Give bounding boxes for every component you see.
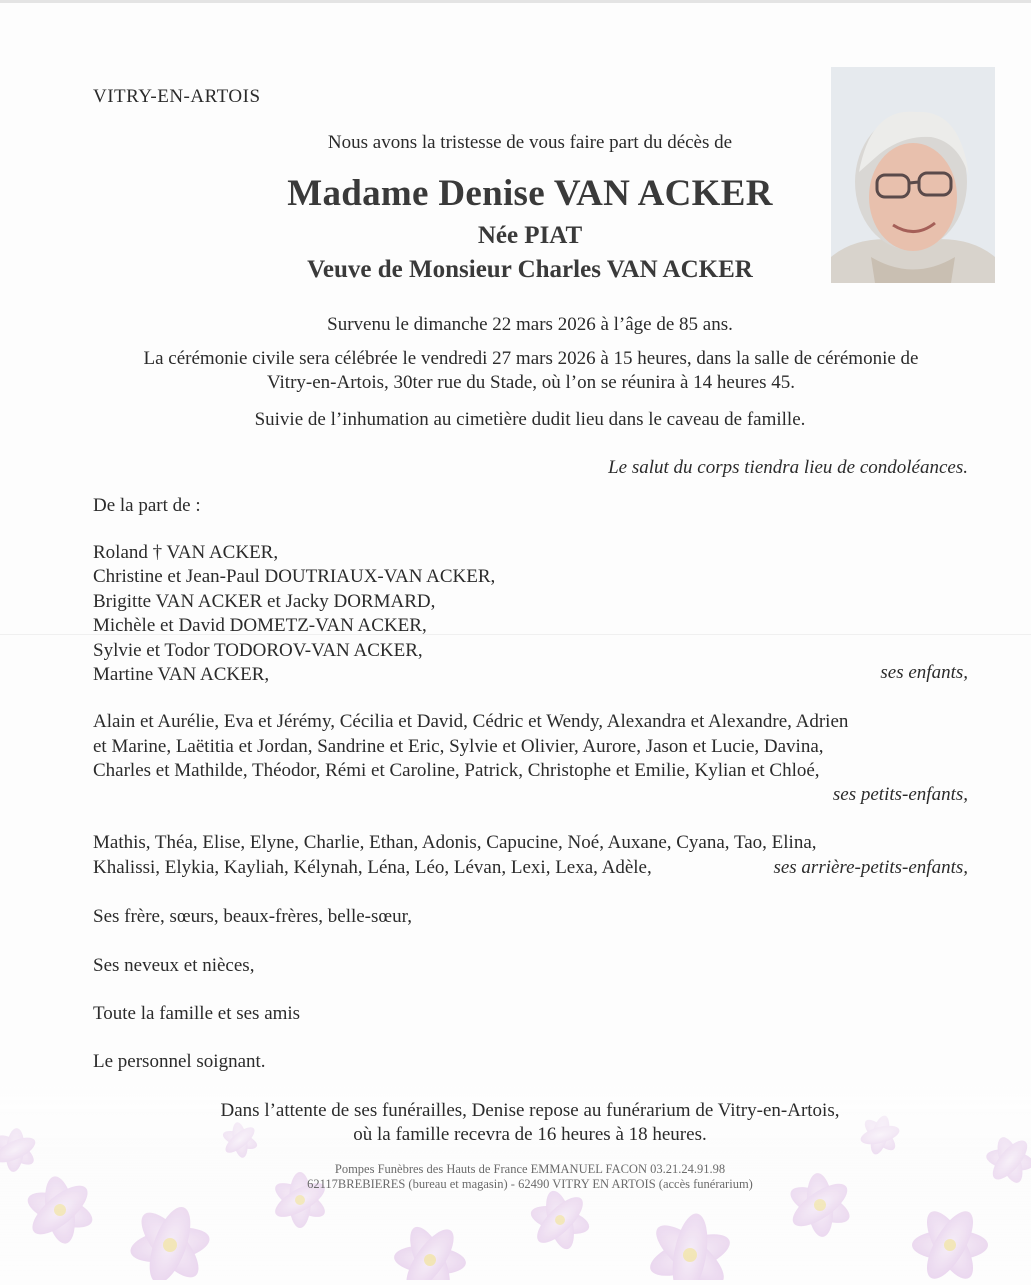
- visitation-line: où la famille recevra de 16 heures à 18 heures.: [353, 1124, 707, 1145]
- children-label: ses enfants,: [880, 662, 968, 683]
- child-entry: Roland † VAN ACKER,: [93, 542, 279, 563]
- grandchildren-line: Alain et Aurélie, Eva et Jérémy, Cécilia et David, Cédric et Wendy, Alexandra et Alexandre, Adrien: [93, 711, 849, 732]
- grandchildren-line: Charles et Mathilde, Théodor, Rémi et Caroline, Patrick, Christophe et Emilie, Kylian et Chloé,: [93, 760, 820, 781]
- from-label: De la part de :: [93, 495, 201, 516]
- scan-top-edge: [0, 0, 1031, 3]
- child-entry: Michèle et David DOMETZ-VAN ACKER,: [93, 615, 427, 637]
- visitation-line: Dans l’attente de ses funérailles, Denise repose au funérarium de Vitry-en-Artois,: [220, 1100, 840, 1121]
- child-entry: Sylvie et Todor TODOROV-VAN ACKER,: [93, 639, 423, 661]
- visitation-text: [100, 1099, 960, 1147]
- funeral-home-footer: [230, 1162, 830, 1192]
- child-entry: Christine et Jean-Paul DOUTRIAUX-VAN ACKER,: [93, 566, 496, 588]
- condolences-note: Le salut du corps tiendra lieu de condoléances.: [608, 457, 968, 478]
- intro-text: Nous avons la tristesse de vous faire part du décès de: [327, 132, 733, 153]
- footer-line: 62117BREBIERES (bureau et magasin) - 62490 VITRY EN ARTOIS (accès funérarium): [307, 1177, 753, 1191]
- great-grandchildren-line: Mathis, Théa, Elise, Elyne, Charlie, Ethan, Adonis, Capucine, Noé, Auxane, Cyana, Tao, Elina,: [93, 832, 817, 853]
- grandchildren-list: [93, 710, 968, 784]
- city-name: VITRY-EN-ARTOIS: [93, 86, 261, 107]
- deceased-name: Madame Denise VAN ACKER: [287, 173, 773, 214]
- children-list: [93, 541, 495, 687]
- burial-text: Suivie de l’inhumation au cimetière dudit lieu dans le caveau de famille.: [254, 409, 806, 430]
- grandchildren-line: et Marine, Laëtitia et Jordan, Sandrine et Eric, Sylvie et Olivier, Aurore, Jason et Lucie, Davina,: [93, 735, 824, 757]
- widow-of: Veuve de Monsieur Charles VAN ACKER: [307, 256, 753, 283]
- staff-text: Le personnel soignant.: [93, 1051, 266, 1072]
- footer-line: Pompes Funèbres des Hauts de France EMMANUEL FACON 03.21.24.91.98: [334, 1162, 726, 1176]
- siblings-text: Ses frère, sœurs, beaux-frères, belle-sœur,: [93, 906, 412, 927]
- great-grandchildren-label: ses arrière-petits-enfants,: [773, 856, 968, 878]
- nephews-text: Ses neveux et nièces,: [93, 955, 255, 976]
- ceremony-text: [93, 347, 969, 395]
- great-grandchildren-line: Khalissi, Elykia, Kayliah, Kélynah, Léna, Léo, Lévan, Lexi, Lexa, Adèle,: [93, 856, 652, 878]
- child-entry: Martine VAN ACKER,: [93, 664, 270, 686]
- child-entry: Brigitte VAN ACKER et Jacky DORMARD,: [93, 590, 436, 612]
- family-text: Toute la famille et ses amis: [93, 1003, 301, 1024]
- grandchildren-label: ses petits-enfants,: [832, 784, 968, 805]
- great-grandchildren-list: [93, 831, 968, 880]
- ceremony-line: La cérémonie civile sera célébrée le vendredi 27 mars 2026 à 15 heures, dans la salle de cérémonie de: [143, 348, 919, 369]
- ceremony-line: Vitry-en-Artois, 30ter rue du Stade, où l’on se réunira à 14 heures 45.: [266, 372, 796, 393]
- death-date-text: Survenu le dimanche 22 mars 2026 à l’âge de 85 ans.: [327, 314, 733, 335]
- maiden-name: Née PIAT: [477, 222, 583, 249]
